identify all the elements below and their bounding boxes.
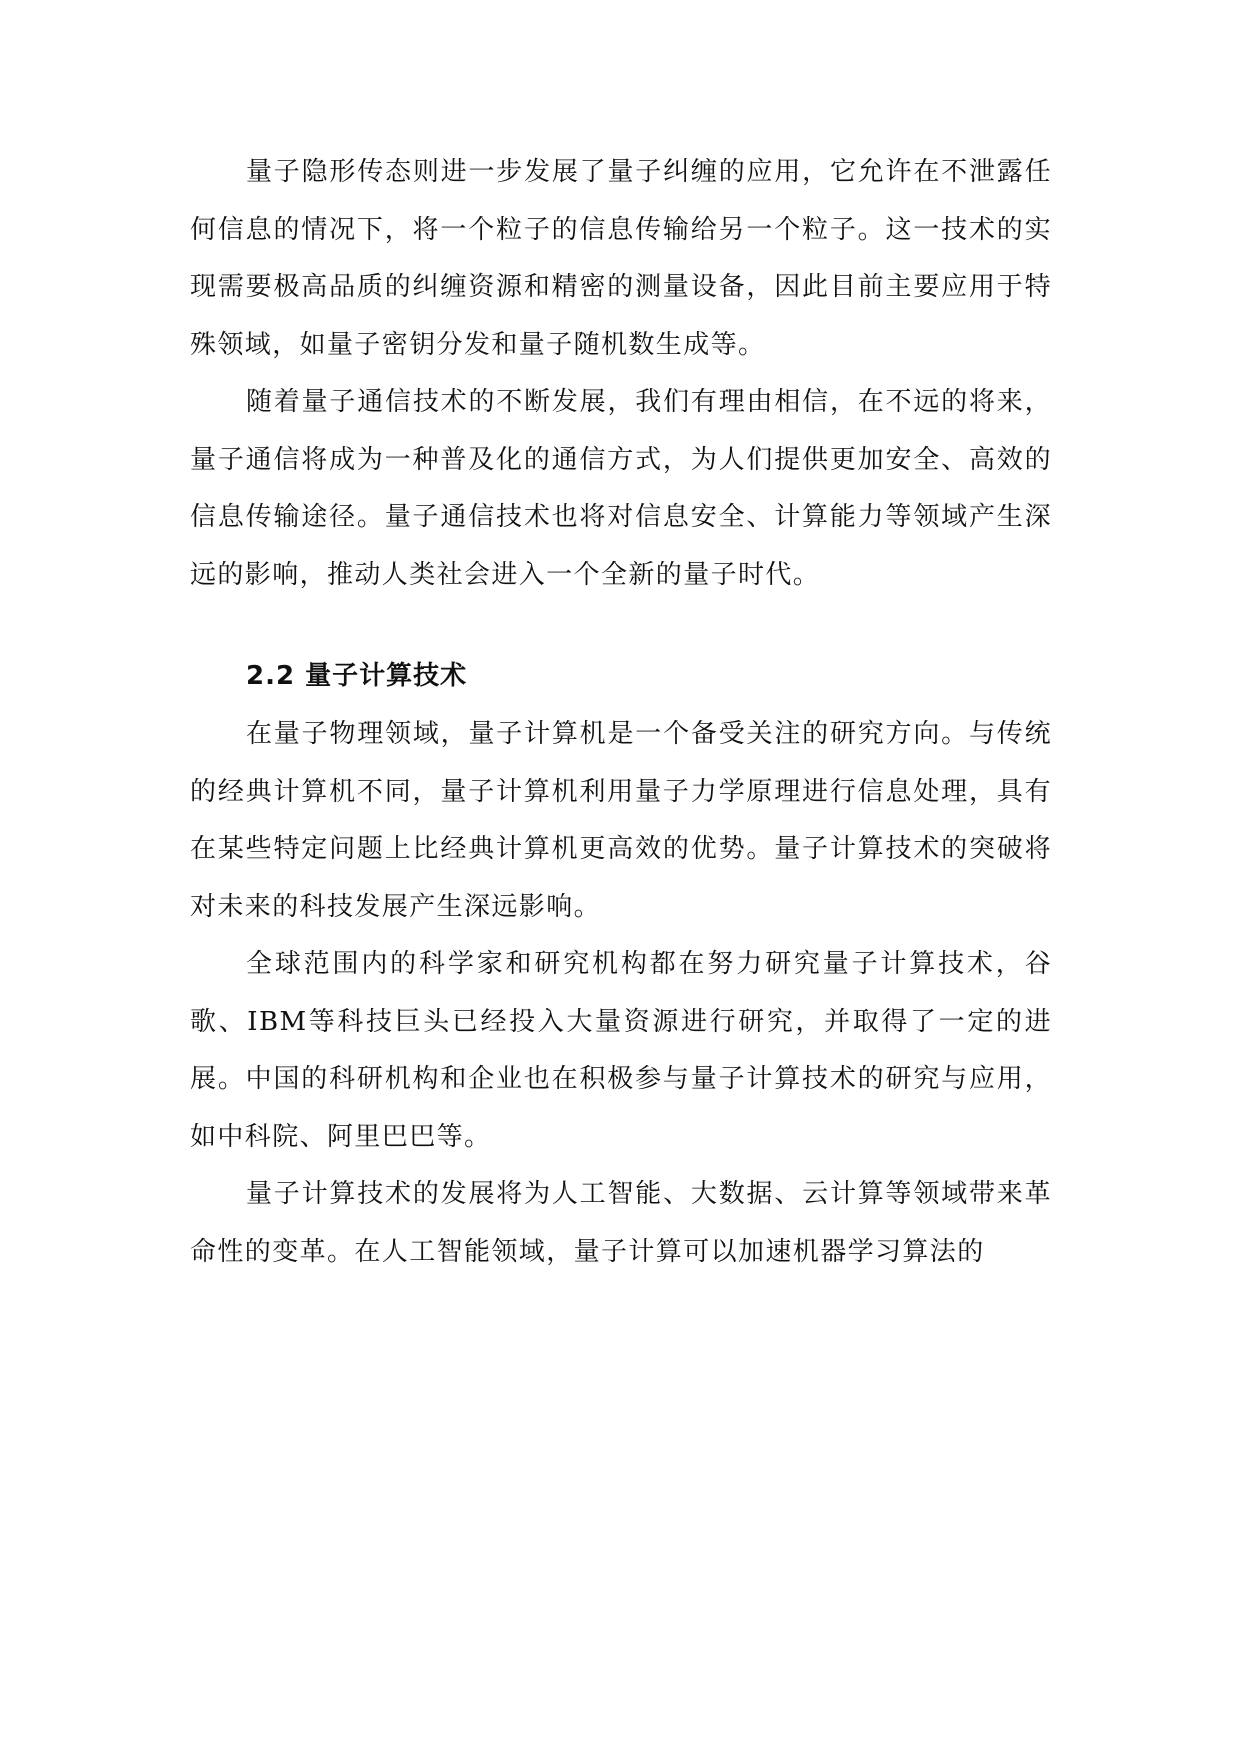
paragraph-quantum-computer-intro: 在量子物理领域，量子计算机是一个备受关注的研究方向。与传统的经典计算机不同，量子计算机利用量子力学原理进行信息处理，具有在某些特定问题上比经典计算机更高效的优势。量子计算技术的突破将对未来的科技发展产生深远影响。 bbox=[190, 719, 1052, 922]
paragraph-ai-impact: 量子计算技术的发展将为人工智能、大数据、云计算等领域带来革命性的变革。在人工智能领域，量子计算可以加速机器学习算法的 bbox=[190, 1179, 1052, 1267]
paragraph-global-research: 全球范围内的科学家和研究机构都在努力研究量子计算技术，谷歌、IBM等科技巨头已经投入大量资源进行研究，并取得了一定的进展。中国的科研机构和企业也在积极参与量子计算技术的研究与应用，如中科院、阿里巴巴等。 bbox=[190, 949, 1052, 1152]
section-number: 2.2 bbox=[246, 661, 296, 691]
paragraph-quantum-teleportation: 量子隐形传态则进一步发展了量子纠缠的应用，它允许在不泄露任何信息的情况下，将一个粒子的信息传输给另一个粒子。这一技术的实现需要极高品质的纠缠资源和精密的测量设备，因此目前主要应用于特殊领域，如量子密钥分发和量子随机数生成等。 bbox=[190, 157, 1052, 360]
page-body bbox=[190, 144, 1052, 1281]
section-heading bbox=[246, 646, 1052, 706]
section-title: 量子计算技术 bbox=[305, 661, 468, 691]
paragraph-quantum-communication-outlook: 随着量子通信技术的不断发展，我们有理由相信，在不远的将来，量子通信将成为一种普及化的通信方式，为人们提供更加安全、高效的信息传输途径。量子通信技术也将对信息安全、计算能力等领域产生深远的影响，推动人类社会进入一个全新的量子时代。 bbox=[190, 387, 1052, 590]
